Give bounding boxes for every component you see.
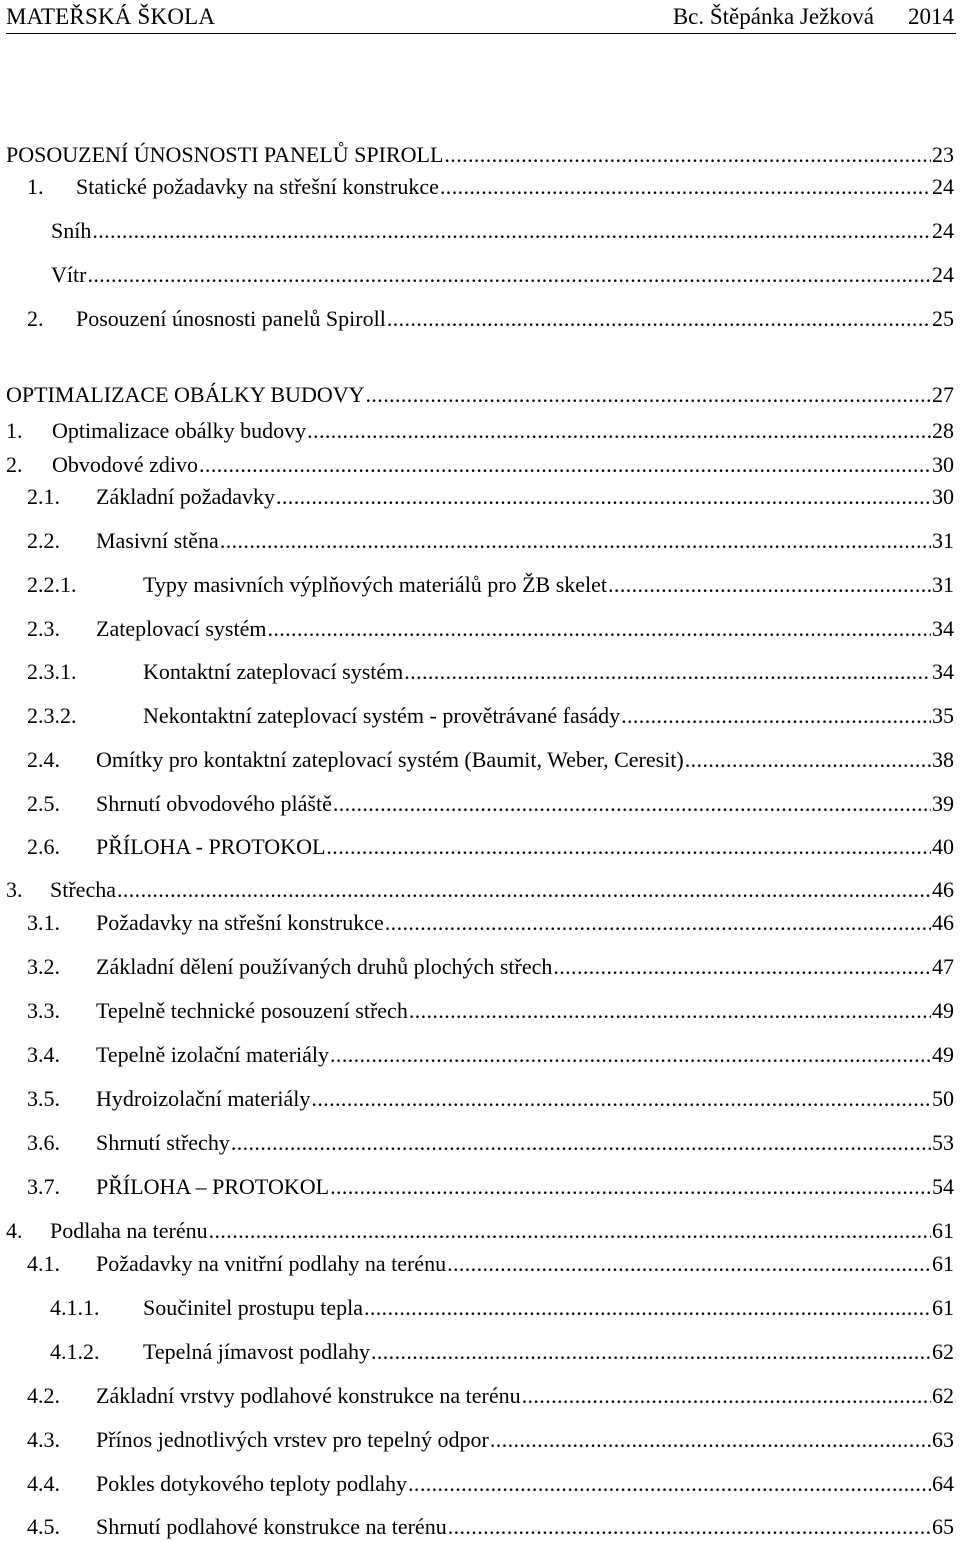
toc-page: 46 xyxy=(932,877,954,902)
toc-entry[interactable] xyxy=(0,701,954,731)
toc-leader xyxy=(209,1216,931,1246)
toc-leader xyxy=(440,172,931,202)
toc-page: 62 xyxy=(932,1383,954,1408)
toc-page: 31 xyxy=(932,528,954,553)
toc-leader xyxy=(685,745,931,775)
toc-leader xyxy=(87,260,931,290)
toc-entry[interactable] xyxy=(0,952,954,982)
toc-title: Typy masivních výplňových materiálů pro ŽB skelet xyxy=(143,572,608,597)
toc-entry[interactable] xyxy=(0,416,954,446)
header-year: 2014 xyxy=(908,4,954,29)
toc-page: 53 xyxy=(932,1130,954,1155)
toc-leader xyxy=(326,832,931,862)
toc-title: OPTIMALIZACE OBÁLKY BUDOVY xyxy=(6,382,365,407)
toc-page: 24 xyxy=(932,218,954,243)
toc-number: 4.3. xyxy=(27,1427,60,1452)
toc-entry[interactable] xyxy=(0,450,954,480)
toc-leader xyxy=(409,996,931,1026)
toc-page: 23 xyxy=(932,142,954,167)
toc-page: 46 xyxy=(932,910,954,935)
toc-title: PŘÍLOHA – PROTOKOL xyxy=(96,1174,330,1199)
toc-title: Sníh xyxy=(51,218,92,243)
toc-entry[interactable] xyxy=(0,614,954,644)
toc-title: Obvodové zdivo xyxy=(52,452,199,477)
toc-title: Základní vrstvy podlahové konstrukce na terénu xyxy=(96,1383,521,1408)
toc-leader xyxy=(522,1381,931,1411)
toc-title: Kontaktní zateplovací systém xyxy=(143,659,404,684)
toc-number: 3.6. xyxy=(27,1130,60,1155)
toc-leader xyxy=(199,450,931,480)
toc-entry[interactable] xyxy=(0,1128,954,1158)
toc-title: Statické požadavky na střešní konstrukce xyxy=(76,174,439,199)
toc-leader xyxy=(608,570,931,600)
toc-title: Zateplovací systém xyxy=(96,616,267,641)
toc-leader xyxy=(447,1249,931,1279)
toc-number: 2.3. xyxy=(27,616,60,641)
toc-title: Omítky pro kontaktní zateplovací systém (Baumit, Weber, Ceresit) xyxy=(96,747,684,772)
toc-page: 49 xyxy=(932,1042,954,1067)
toc-leader xyxy=(404,657,931,687)
toc-entry[interactable] xyxy=(0,1040,954,1070)
toc-number: 3.1. xyxy=(27,910,60,935)
toc-entry[interactable] xyxy=(0,140,954,170)
toc-leader xyxy=(371,1337,931,1367)
toc-page: 39 xyxy=(932,791,954,816)
toc-entry[interactable] xyxy=(0,1084,954,1114)
header-title: MATEŘSKÁ ŠKOLA xyxy=(6,4,216,29)
toc-page: 27 xyxy=(932,382,954,407)
toc-entry[interactable] xyxy=(0,482,954,512)
toc-number: 2.3.1. xyxy=(27,659,77,684)
toc-leader xyxy=(490,1425,931,1455)
toc-entry[interactable] xyxy=(0,1172,954,1202)
toc-title: Přínos jednotlivých vrstev pro tepelný odpor xyxy=(96,1427,489,1452)
toc-entry[interactable] xyxy=(0,1337,954,1367)
toc-number: 2.3.2. xyxy=(27,703,77,728)
toc-leader xyxy=(553,952,931,982)
toc-leader xyxy=(444,140,931,170)
toc-leader xyxy=(408,1469,931,1499)
toc-page: 64 xyxy=(932,1471,954,1496)
toc-page: 63 xyxy=(932,1427,954,1452)
toc-number: 1. xyxy=(6,418,23,443)
toc-title: Nekontaktní zateplovací systém - provětrávané fasády xyxy=(143,703,621,728)
toc-entry[interactable] xyxy=(0,996,954,1026)
toc-number: 4. xyxy=(6,1218,23,1243)
toc-title: Součinitel prostupu tepla xyxy=(143,1295,363,1320)
toc-entry[interactable] xyxy=(0,1249,954,1279)
toc-title: Posouzení únosnosti panelů Spiroll xyxy=(76,306,386,331)
toc-page: 35 xyxy=(932,703,954,728)
toc-entry[interactable] xyxy=(0,1469,954,1499)
toc-page: 28 xyxy=(932,418,954,443)
toc-number: 4.1.2. xyxy=(50,1339,100,1364)
toc-entry[interactable] xyxy=(0,1381,954,1411)
header-author: Bc. Štěpánka Ježková xyxy=(672,4,874,29)
toc-number: 2. xyxy=(27,306,44,331)
toc-title: Pokles dotykového teploty podlahy xyxy=(96,1471,408,1496)
toc-title: Tepelná jímavost podlahy xyxy=(143,1339,370,1364)
toc-leader xyxy=(330,1172,931,1202)
toc-number: 1. xyxy=(27,174,44,199)
toc-entry[interactable] xyxy=(0,260,954,290)
toc-number: 4.5. xyxy=(27,1514,60,1539)
toc-number: 3.7. xyxy=(27,1174,60,1199)
toc-title: Požadavky na vnitřní podlahy na terénu xyxy=(96,1251,447,1276)
toc-leader xyxy=(387,304,931,334)
toc-page: 31 xyxy=(932,572,954,597)
toc-number: 3.4. xyxy=(27,1042,60,1067)
toc-entry[interactable] xyxy=(0,832,954,862)
toc-number: 3. xyxy=(6,877,23,902)
toc-entry[interactable] xyxy=(0,908,954,938)
toc-entry[interactable] xyxy=(0,172,954,202)
toc-leader xyxy=(92,216,931,246)
toc-leader xyxy=(621,701,931,731)
toc-title: Hydroizolační materiály xyxy=(96,1086,311,1111)
toc-number: 3.3. xyxy=(27,998,60,1023)
toc-number: 2.5. xyxy=(27,791,60,816)
toc-leader xyxy=(333,789,931,819)
toc-leader xyxy=(117,875,931,905)
toc-page: 61 xyxy=(932,1295,954,1320)
toc-number: 3.2. xyxy=(27,954,60,979)
toc-entry[interactable] xyxy=(0,216,954,246)
page-header xyxy=(6,0,956,34)
toc-page: 61 xyxy=(932,1251,954,1276)
toc-title: Požadavky na střešní konstrukce xyxy=(96,910,384,935)
toc-number: 2.4. xyxy=(27,747,60,772)
toc-leader xyxy=(448,1512,931,1542)
toc-entry[interactable] xyxy=(0,789,954,819)
toc-title: Základní dělení používaných druhů plochých střech xyxy=(96,954,553,979)
toc-leader xyxy=(364,1293,931,1323)
toc-title: Podlaha na terénu xyxy=(50,1218,208,1243)
header-author-year xyxy=(673,2,954,32)
toc-title: Tepelně izolační materiály xyxy=(96,1042,330,1067)
toc-entry[interactable] xyxy=(0,745,954,775)
toc-title: Tepelně technické posouzení střech xyxy=(96,998,408,1023)
toc-title: Vítr xyxy=(51,262,87,287)
toc-number: 4.1. xyxy=(27,1251,60,1276)
toc-leader xyxy=(366,380,932,410)
toc-leader xyxy=(307,416,931,446)
toc-page: 54 xyxy=(932,1174,954,1199)
toc-entry[interactable] xyxy=(0,875,954,905)
toc-title: Optimalizace obálky budovy xyxy=(52,418,307,443)
toc-entry[interactable] xyxy=(0,1512,954,1542)
toc-page: 30 xyxy=(932,484,954,509)
toc-number: 2.1. xyxy=(27,484,60,509)
toc-title: Shrnutí obvodového pláště xyxy=(96,791,332,816)
toc-leader xyxy=(231,1128,931,1158)
toc-number: 3.5. xyxy=(27,1086,60,1111)
toc-number: 4.2. xyxy=(27,1383,60,1408)
toc-leader xyxy=(267,614,931,644)
toc-leader xyxy=(276,482,931,512)
toc-page: 47 xyxy=(932,954,954,979)
toc-title: Shrnutí střechy xyxy=(96,1130,230,1155)
toc-entry[interactable] xyxy=(0,304,954,334)
toc-leader xyxy=(330,1040,931,1070)
toc-title: Masivní stěna xyxy=(96,528,219,553)
toc-page: 24 xyxy=(932,262,954,287)
toc-number: 2. xyxy=(6,452,23,477)
toc-title: Základní požadavky xyxy=(96,484,275,509)
toc-page: 65 xyxy=(932,1514,954,1539)
toc-number: 2.6. xyxy=(27,834,60,859)
toc-leader xyxy=(220,526,931,556)
toc-number: 4.4. xyxy=(27,1471,60,1496)
toc-page: 62 xyxy=(932,1339,954,1364)
toc-page: 40 xyxy=(932,834,954,859)
toc-title: Shrnutí podlahové konstrukce na terénu xyxy=(96,1514,447,1539)
toc-title: PŘÍLOHA - PROTOKOL xyxy=(96,834,326,859)
toc-page: 24 xyxy=(932,174,954,199)
toc-page: 25 xyxy=(932,306,954,331)
toc-page: 38 xyxy=(932,747,954,772)
toc-page: 30 xyxy=(932,452,954,477)
toc-entry[interactable] xyxy=(0,526,954,556)
toc-title: Střecha xyxy=(50,877,116,902)
toc-entry[interactable] xyxy=(0,657,954,687)
toc-title: POSOUZENÍ ÚNOSNOSTI PANELŮ SPIROLL xyxy=(6,142,444,167)
toc-entry[interactable] xyxy=(0,1425,954,1455)
toc-entry[interactable] xyxy=(0,570,954,600)
toc-page: 34 xyxy=(932,659,954,684)
toc-leader xyxy=(311,1084,931,1114)
toc-leader xyxy=(385,908,931,938)
toc-entry[interactable] xyxy=(0,1216,954,1246)
toc-page: 49 xyxy=(932,998,954,1023)
toc-number: 4.1.1. xyxy=(50,1295,100,1320)
toc-number: 2.2. xyxy=(27,528,60,553)
toc-entry[interactable] xyxy=(0,380,954,410)
toc-page: 50 xyxy=(932,1086,954,1111)
toc-entry[interactable] xyxy=(0,1293,954,1323)
toc-page: 34 xyxy=(932,616,954,641)
toc-page: 61 xyxy=(932,1218,954,1243)
toc-number: 2.2.1. xyxy=(27,572,77,597)
